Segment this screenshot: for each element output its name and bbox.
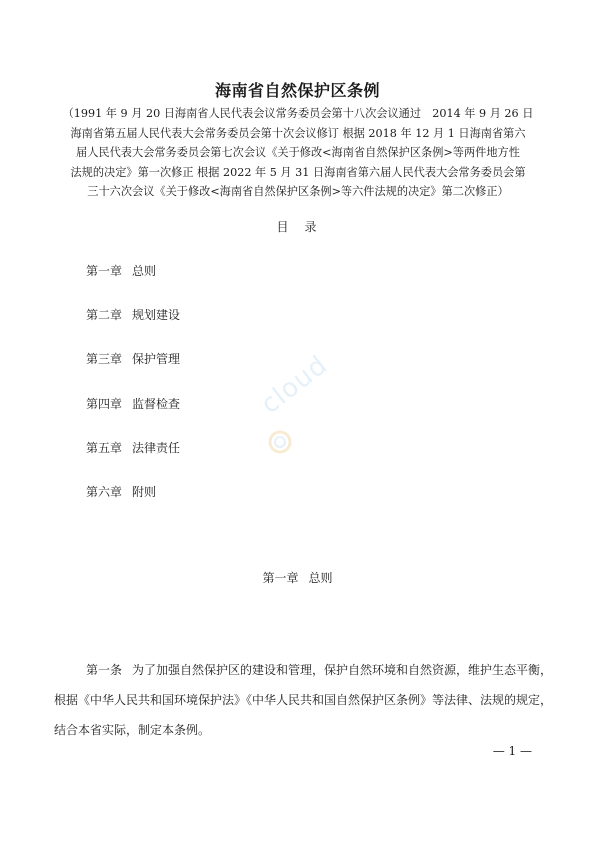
document-title: 海南省自然保护区条例 <box>214 81 380 100</box>
toc-chapter-title: 保护管理 <box>132 352 181 367</box>
toc-item-chapter-1[interactable] <box>86 262 180 284</box>
toc-item-chapter-5[interactable] <box>86 439 180 461</box>
article-text: 为了加强自然保护区的建设和管理，保护自然环境和自然资源，维护生态平衡， <box>132 663 553 677</box>
toc-chapter-number: 第二章 <box>86 308 123 323</box>
article-1 <box>54 655 553 745</box>
toc-chapter-title: 附则 <box>132 484 157 499</box>
toc-heading <box>0 218 595 235</box>
table-of-contents <box>86 262 180 527</box>
toc-chapter-title: 规划建设 <box>132 308 181 323</box>
history-line: 法规的决定》第一次修正 根据 2022 年 5 月 31 日海南省第六届人民代表大会常务委员会第 <box>70 165 526 179</box>
toc-chapter-number: 第一章 <box>86 264 123 278</box>
toc-chapter-number: 第三章 <box>86 352 123 367</box>
toc-chapter-title: 法律责任 <box>132 440 181 455</box>
chapter-title: 总则 <box>308 571 333 585</box>
toc-heading-left: 目 <box>276 220 291 234</box>
chapter-1-heading <box>0 569 595 586</box>
article-line: 结合本省实际，制定本条例。 <box>54 723 211 737</box>
toc-chapter-number: 第六章 <box>86 484 123 499</box>
toc-item-chapter-6[interactable] <box>86 483 180 505</box>
toc-chapter-number: 第四章 <box>86 396 123 411</box>
history-line: 三十六次会议《关于修改<海南省自然保护区条例>等六件法规的决定》第二次修正） <box>87 185 509 199</box>
history-line: （1991 年 9 月 20 日海南省人民代表会议常务委员会第十八次会议通过 2014 年 9 月 26 日 <box>62 107 534 120</box>
toc-chapter-number: 第五章 <box>86 440 123 455</box>
history-line: 海南省第五届人民代表大会常务委员会第十次会议修订 根据 2018 年 12 月 1 日海南省第六 <box>70 126 526 140</box>
history-line: 届人民代表大会常务委员会第七次会议《关于修改<海南省自然保护区条例>等两件地方性 <box>76 146 520 160</box>
toc-item-chapter-4[interactable] <box>86 395 180 417</box>
toc-heading-right: 录 <box>304 220 319 234</box>
toc-item-chapter-3[interactable] <box>86 350 180 372</box>
article-line <box>54 655 553 685</box>
toc-chapter-title: 监督检查 <box>132 396 181 411</box>
legislative-history <box>48 104 548 202</box>
article-line: 根据《中华人民共和国环境保护法》《中华人民共和国自然保护区条例》等法律、法规的规定， <box>54 693 553 707</box>
toc-chapter-title: 总则 <box>132 264 157 278</box>
cloud-watermark <box>255 349 356 470</box>
page-number: — 1 — <box>492 744 532 758</box>
toc-item-chapter-2[interactable] <box>86 306 180 328</box>
watermark-text: cloud <box>255 349 334 420</box>
article-number: 第一条 <box>86 663 123 677</box>
chapter-number: 第一章 <box>262 571 299 585</box>
